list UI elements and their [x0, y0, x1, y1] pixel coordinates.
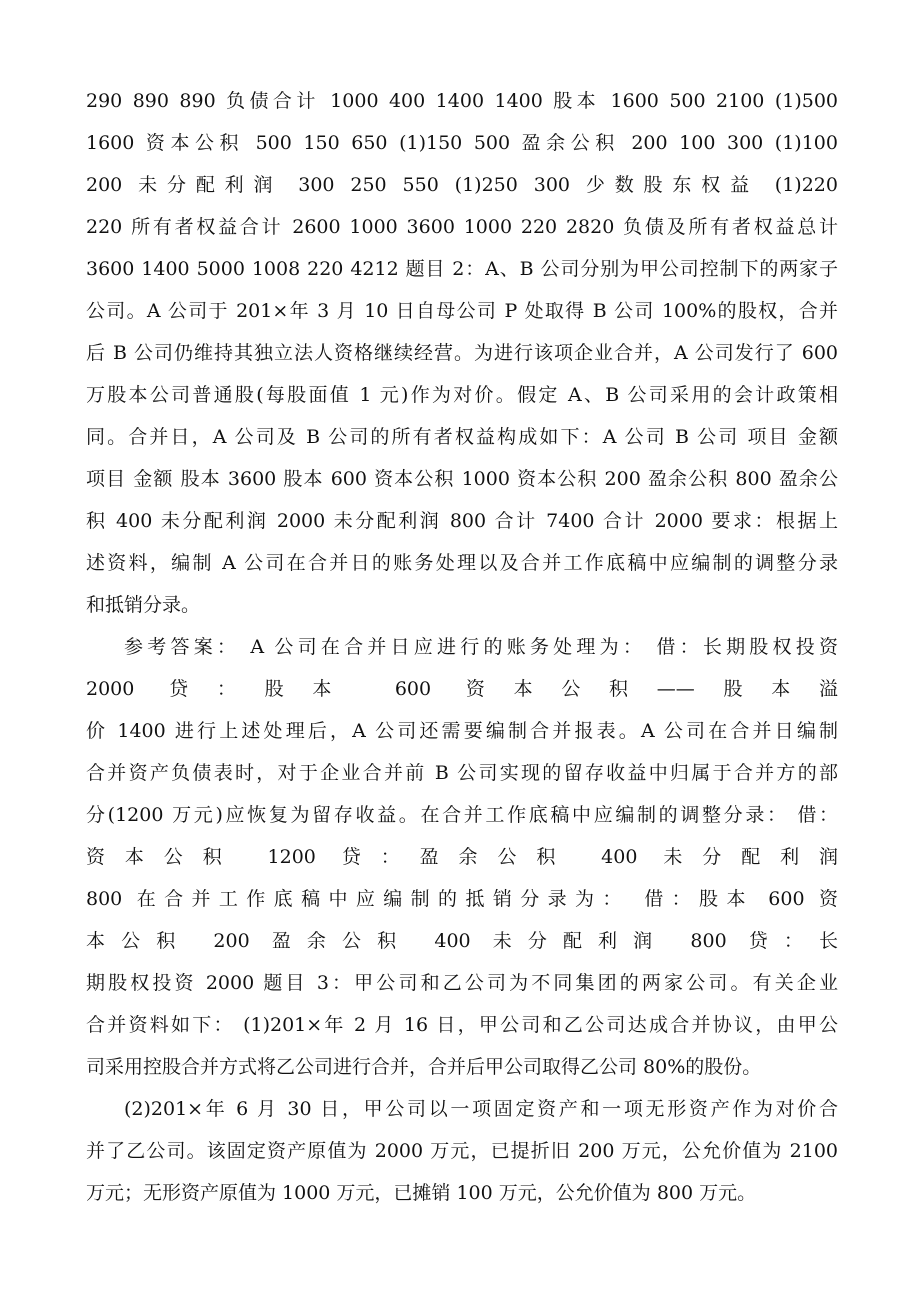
text-line: 290 890 890 负债合计 1000 400 1400 1400 股本 1600 500 2100 (1)500 [86, 90, 838, 112]
text-line: 项目 金额 股本 3600 股本 600 资本公积 1000 资本公积 200 盈余公积 800 盈余公 [86, 468, 838, 490]
text-line: 后 B 公司仍维持其独立法人资格继续经营。为进行该项企业合并，A 公司发行了 600 [86, 342, 838, 364]
text-line: 合并资料如下： (1)201×年 2 月 16 日，甲公司和乙公司达成合并协议，由甲公 [86, 1014, 838, 1036]
text-line: 公司。A 公司于 201×年 3 月 10 日自母公司 P 处取得 B 公司 100%的股权，合并 [86, 300, 838, 322]
text-line: 同。合并日，A 公司及 B 公司的所有者权益构成如下：A 公司 B 公司 项目 金额 [86, 426, 838, 448]
document-body [86, 80, 838, 1214]
text-line: 资本公积 1200 贷：盈余公积 400 未分配利润 [86, 846, 838, 868]
text-line: 司采用控股合并方式将乙公司进行合并，合并后甲公司取得乙公司 80%的股份。 [86, 1056, 762, 1078]
text-line: 800 在合并工作底稿中应编制的抵销分录为： 借：股本 600 资 [86, 888, 838, 910]
text-line: 积 400 未分配利润 2000 未分配利润 800 合计 7400 合计 2000 要求：根据上 [86, 510, 838, 532]
text-line: 220 所有者权益合计 2600 1000 3600 1000 220 2820 负债及所有者权益总计 [86, 216, 838, 238]
text-line: 并了乙公司。该固定资产原值为 2000 万元，已提折旧 200 万元，公允价值为 2100 [86, 1140, 838, 1162]
text-line: 本公积 200 盈余公积 400 未分配利润 800 贷：长 [86, 930, 838, 952]
text-line: 参考答案： A 公司在合并日应进行的账务处理为： 借：长期股权投资 [124, 636, 838, 658]
text-line: (2)201×年 6 月 30 日，甲公司以一项固定资产和一项无形资产作为对价合 [124, 1098, 838, 1120]
text-line: 期股权投资 2000 题目 3：甲公司和乙公司为不同集团的两家公司。有关企业 [86, 972, 838, 994]
text-line: 3600 1400 5000 1008 220 4212 题目 2：A、B 公司分别为甲公司控制下的两家子 [86, 258, 838, 280]
text-line: 万股本公司普通股(每股面值 1 元)作为对价。假定 A、B 公司采用的会计政策相 [86, 384, 838, 406]
text-line: 分(1200 万元)应恢复为留存收益。在合并工作底稿中应编制的调整分录： 借： [86, 804, 838, 826]
text-line: 200 未分配利润 300 250 550 (1)250 300 少数股东权益 (1)220 [86, 174, 838, 196]
text-line: 合并资产负债表时，对于企业合并前 B 公司实现的留存收益中归属于合并方的部 [86, 762, 838, 784]
text-line: 1600 资本公积 500 150 650 (1)150 500 盈余公积 200 100 300 (1)100 [86, 132, 838, 154]
text-line: 万元；无形资产原值为 1000 万元，已摊销 100 万元，公允价值为 800 万元。 [86, 1182, 757, 1204]
text-line: 和抵销分录。 [86, 594, 201, 616]
text-line: 述资料，编制 A 公司在合并日的账务处理以及合并工作底稿中应编制的调整分录 [86, 552, 838, 574]
text-line: 2000 贷：股本 600 资本公积——股本溢 [86, 678, 838, 700]
text-line: 价 1400 进行上述处理后，A 公司还需要编制合并报表。A 公司在合并日编制 [86, 720, 838, 742]
